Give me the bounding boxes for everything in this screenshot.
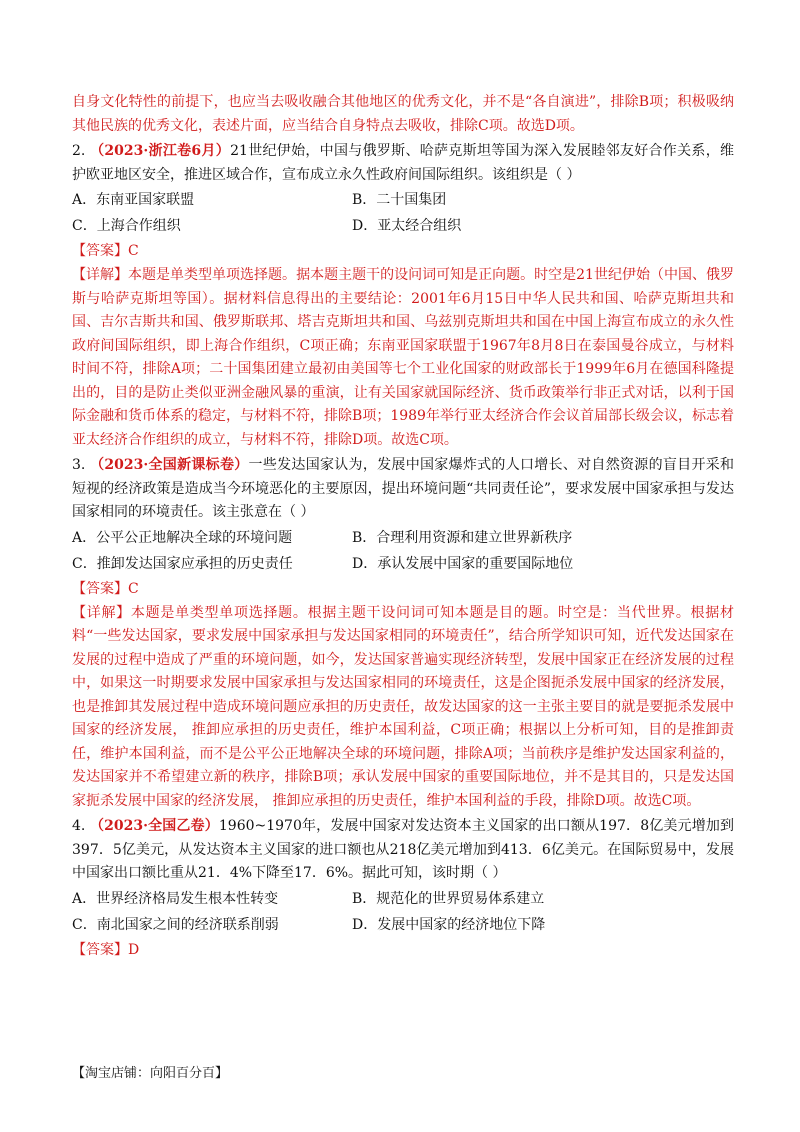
options-grid <box>72 187 734 239</box>
question-source: （2023·全国新课标卷） <box>90 457 249 473</box>
option-a: A．世界经济格局发生根本性转变 <box>72 890 279 907</box>
question-text: 一些发达国家认为，发展中国家爆炸式的人口增长、对自然资源的盲目开采和短视的经济政策是造成当今环境恶化的主要原因，提出环境问题“共同责任论”，要求发展中国家承担与发达国家相同的环境责任。该主张意在（ ） <box>72 457 735 520</box>
question-text: 1960~1970年，发展中国家对发达资本主义国家的出口额从197．8亿美元增加到397．5亿美元，从发达资本主义国家的进口额也从218亿美元增加到413．6亿美元。在国际贸易中，发展中国家出口额比重从21．4%下降至17．6%。据此可知，该时期（ ） <box>72 818 735 881</box>
question-number: 2. <box>72 143 86 159</box>
answer-label: 【答案】C <box>72 580 139 597</box>
explanation-text: 【详解】本题是单类型单项选择题。据本题主题干的设问词可知是正向题。时空是21世纪伊始（中国、俄罗斯与哈萨克斯坦等国）。据材料信息得出的主要结论：2001年6月15日中华人民共和国、哈萨克斯坦共和国、吉尔吉斯共和国、俄罗斯联邦、塔吉克斯坦共和国、乌兹别克斯坦共和国在中国上海宣布成立的永久性政府间国际组织，即上海合作组织，C项正确；东南亚国家联盟于1967年8月8日在泰国曼谷成立，与材料时间不符，排除A项；二十国集团建立最初由美国等七个工业化国家的财政部长于1999年6月在德国科隆提出的，目的是防止类似亚洲金融风暴的重演，让有关国家就国际经济、货币政策举行非正式对话，以利于国际金融和货币体系的稳定，与材料不符，排除B项；1989年举行亚太经济合作会议首届部长级会议，标志着亚太经济合作组织的成立，与材料不符，排除D项。故选C项。 <box>72 267 734 448</box>
question-number: 4. <box>72 818 86 834</box>
option-b: B．合理利用资源和建立世界新秩序 <box>352 529 573 546</box>
question-3 <box>72 454 734 813</box>
document-content <box>72 91 734 963</box>
option-c: C．上海合作组织 <box>72 218 181 234</box>
options-grid <box>72 886 734 938</box>
option-c: C．南北国家之间的经济联系削弱 <box>72 916 279 933</box>
question-4 <box>72 815 734 963</box>
option-d: D．发展中国家的经济地位下降 <box>352 916 546 933</box>
question-2 <box>72 140 734 452</box>
explanation-text: 【详解】本题是单类型单项选择题。根据主题干设问词可知本题是目的题。时空是：当代世界。根据材料“一些发达国家，要求发展中国家承担与发达国家相同的环境责任”，结合所学知识可知，近代发达国家在发展的过程中造成了严重的环境问题，如今，发达国家普遍实现经济转型，发展中国家正在经济发展的过程中，如果这一时期要求发展中国家承担与发达国家相同的环境责任，这是企图扼杀发展中国家的经济发展，也是推卸其发展过程中造成环境问题应承担的历史责任，故发达国家的这一主张主要目的就是要扼杀发展中国家的经济发展， 推卸应承担的历史责任，维护本国利益，C项正确；根据以上分析可知，目的是推卸责任，维护本国利益，而不是公平公正地解决全球的环境问题，排除A项；当前秩序是维护发达国家利益的，发达国家并不希望建立新的秩序，排除B项；承认发展中国家的重要国际地位，并不是其目的，只是发达国家扼杀发展中国家的经济发展， 推卸应承担的历史责任，维护本国利益的手段，排除D项。故选C项。 <box>72 604 734 809</box>
question-stem <box>72 140 734 187</box>
question-text: 21世纪伊始，中国与俄罗斯、哈萨克斯坦等国为深入发展睦邻友好合作关系，维护欧亚地区安全，推进区域合作，宣布成立永久性政府间国际组织。该组织是（ ） <box>72 143 734 183</box>
option-d: D．亚太经合组织 <box>352 218 462 234</box>
option-a: A．东南亚国家联盟 <box>72 192 195 208</box>
option-a: A．公平公正地解决全球的环境问题 <box>72 529 293 546</box>
question-stem <box>72 454 734 525</box>
option-b: B．二十国集团 <box>352 192 447 208</box>
option-b: B．规范化的世界贸易体系建立 <box>352 890 545 907</box>
option-c: C．推卸发达国家应承担的历史责任 <box>72 555 293 572</box>
option-d: D．承认发展中国家的重要国际地位 <box>352 555 574 572</box>
answer-label: 【答案】D <box>72 941 140 958</box>
intro-explanation: 自身文化特性的前提下，也应当去吸收融合其他地区的优秀文化，并不是“各自演进”，排除B项；积极吸纳其他民族的优秀文化，表述片面，应当结合自身特点去吸收，排除C项。故选D项。 <box>72 94 734 134</box>
question-source: （2023·浙江卷6月） <box>90 143 231 159</box>
answer-label: 【答案】C <box>72 243 139 259</box>
question-number: 3. <box>72 457 86 473</box>
footer-shop-label: 【淘宝店铺：向阳百分百】 <box>72 1066 229 1081</box>
options-grid <box>72 525 734 577</box>
question-stem <box>72 815 734 886</box>
question-source: （2023·全国乙卷） <box>89 818 219 834</box>
